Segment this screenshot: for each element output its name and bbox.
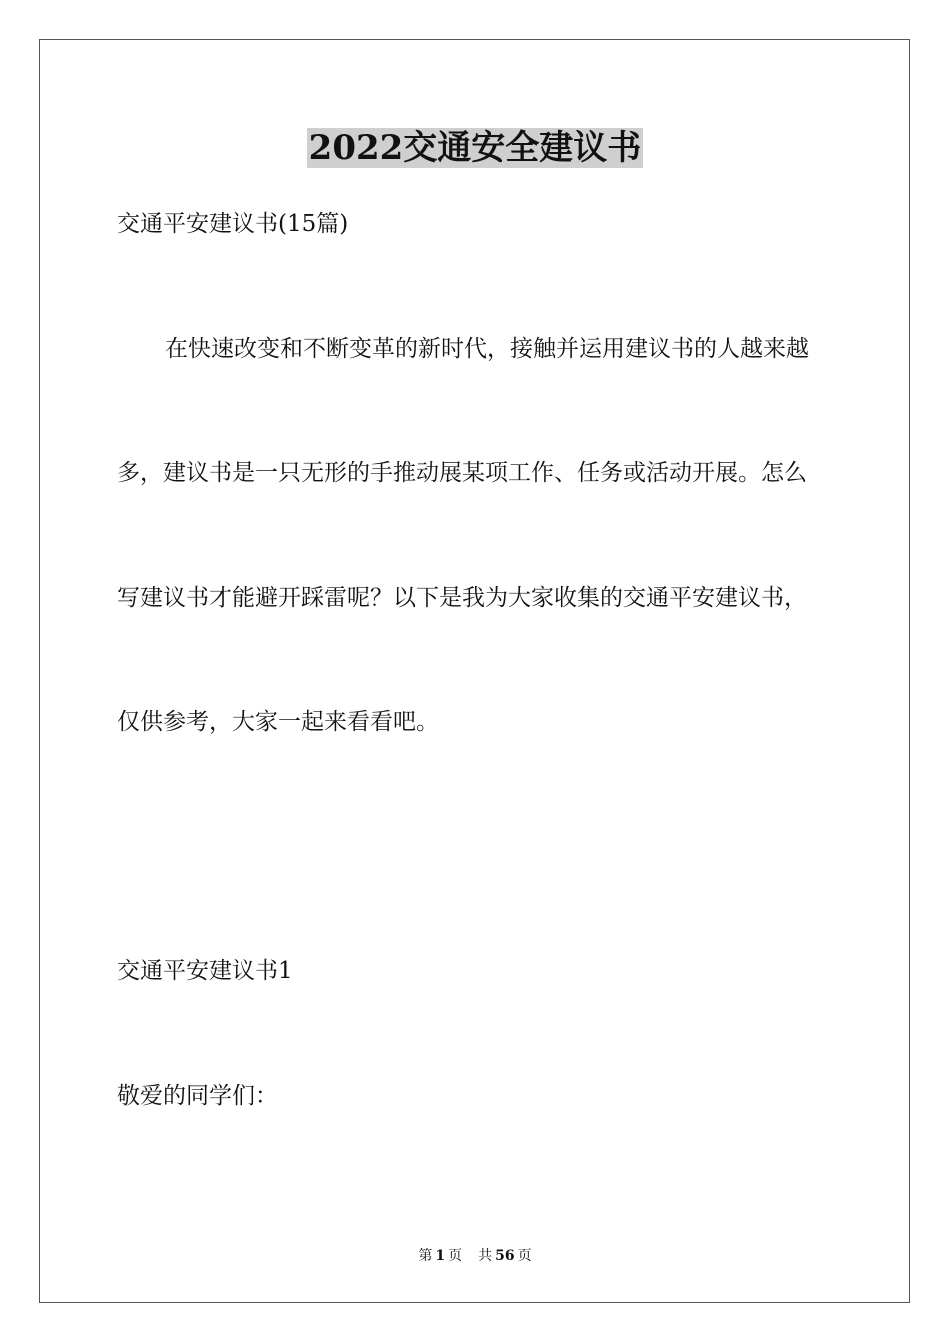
footer-page-total: 56 [495,1248,515,1264]
footer-total-prefix: 共 [478,1248,493,1264]
footer-page-suffix: 页 [448,1248,463,1264]
intro-line-2: 多，建议书是一只无形的手推动展某项工作、任务或活动开展。怎么 [117,460,807,486]
footer-page-current: 1 [435,1248,446,1264]
page-footer [0,1247,950,1265]
intro-line-1: 在快速改变和不断变革的新时代，接触并运用建议书的人越来越 [165,336,809,362]
document-title-text: 2022交通安全建议书 [308,128,642,168]
footer-total-suffix: 页 [517,1248,532,1264]
section-heading: 交通平安建议书1 [117,958,293,984]
intro-line-3: 写建议书才能避开踩雷呢？以下是我为大家收集的交通平安建议书， [117,585,807,611]
document-title [0,128,950,168]
footer-page-prefix: 第 [418,1248,433,1264]
intro-line-4: 仅供参考，大家一起来看看吧。 [117,709,439,735]
salutation: 敬爱的同学们： [117,1083,278,1109]
document-subtitle: 交通平安建议书(15篇) [117,211,349,237]
